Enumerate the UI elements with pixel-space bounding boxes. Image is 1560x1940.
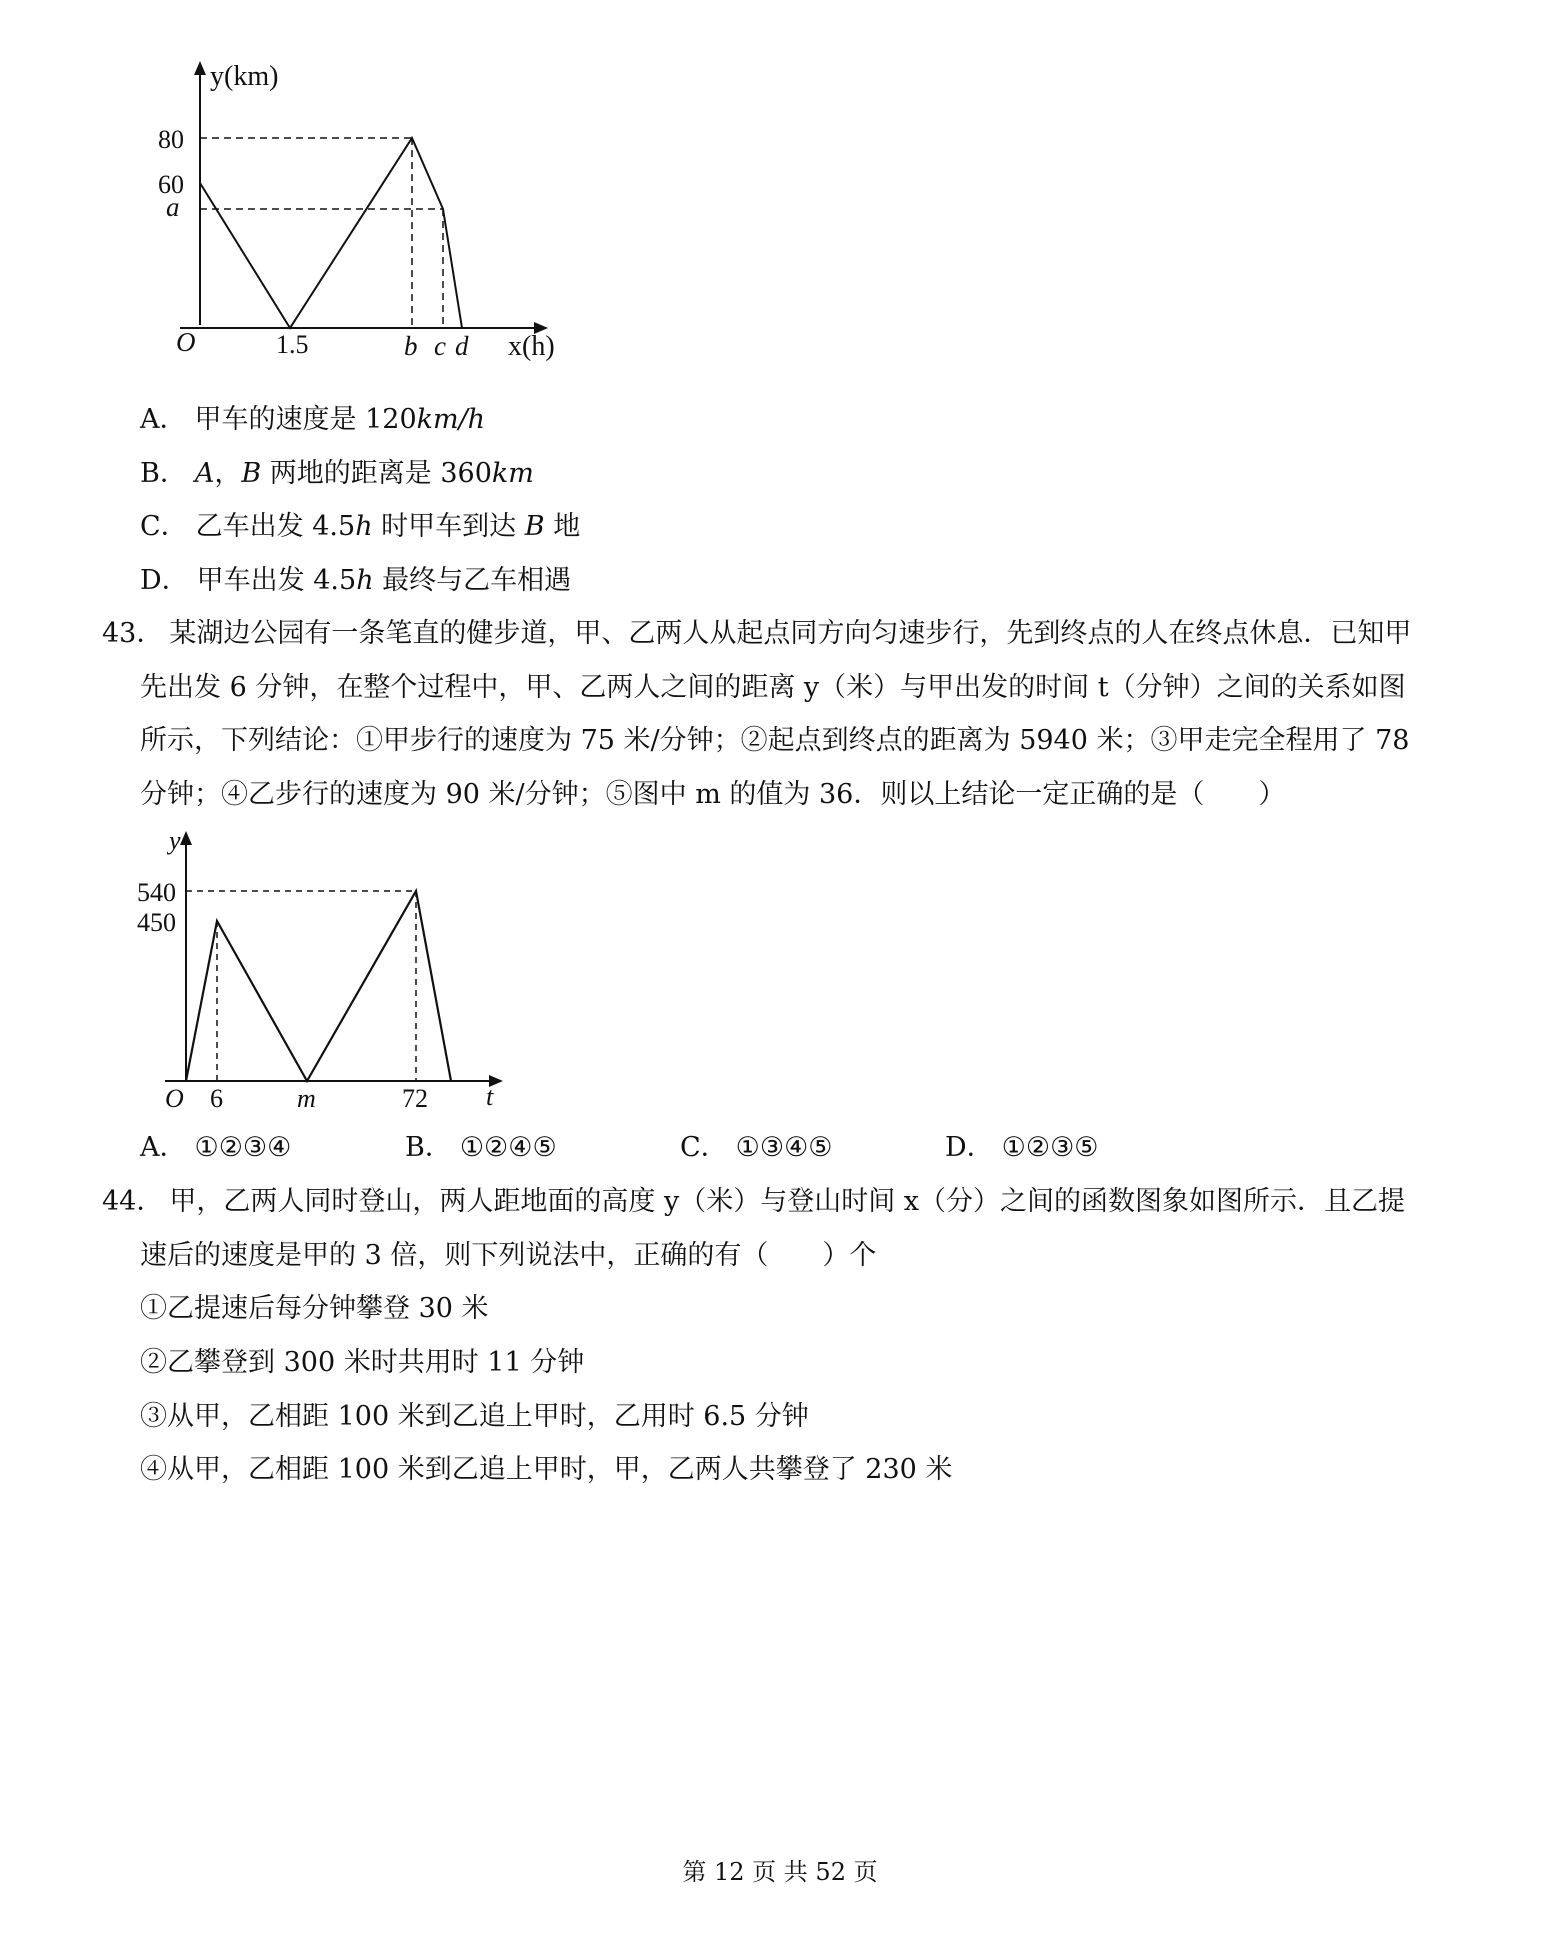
option-text-after: 时甲车到达	[372, 511, 525, 542]
y-tick-a: a	[166, 192, 180, 222]
option-letter: C．	[140, 511, 188, 542]
q42-option-b	[140, 454, 534, 494]
option-unit: km	[491, 458, 534, 489]
q43-line-2: 先出发 6 分钟，在整个过程中，甲、乙两人之间的距离 y（米）与甲出发的时间 t（分钟）之间的关系如图	[140, 672, 1406, 703]
option-letter: D．	[945, 1132, 994, 1163]
y-tick-80: 80	[158, 125, 184, 154]
q42-option-a	[140, 400, 485, 440]
option-text: 甲车出发 4.5	[196, 565, 357, 596]
x-tick-b: b	[404, 331, 418, 361]
option-letter: A．	[140, 1132, 187, 1163]
y-axis-arrow	[194, 61, 206, 75]
distance-time-graph-2	[135, 825, 515, 1115]
option-text: ①③④⑤	[735, 1132, 833, 1163]
q43-option-d	[945, 1128, 1098, 1168]
point-b: B	[241, 458, 262, 489]
option-text: ①②③④	[194, 1132, 292, 1163]
y-axis-label: y	[169, 826, 181, 855]
y-axis-label: y(km)	[210, 61, 279, 92]
option-text-after: 最终与乙车相遇	[373, 565, 572, 596]
separator: ，	[214, 458, 242, 489]
distance-time-graph-1	[140, 55, 570, 375]
option-text: 甲车的速度是 120	[194, 404, 417, 435]
x-tick-72: 72	[402, 1084, 428, 1113]
option-text: 乙车出发 4.5	[195, 511, 356, 542]
q44-line-1	[102, 1182, 1405, 1222]
q43-line-3: 所示，下列结论：①甲步行的速度为 75 米/分钟；②起点到终点的距离为 5940 米；③甲走完全程用了 78	[140, 725, 1410, 756]
x-tick-m: m	[297, 1084, 316, 1113]
option-unit: h	[356, 565, 374, 596]
x-tick-1-5: 1.5	[276, 330, 309, 359]
q42-option-c	[140, 507, 580, 547]
option-letter: A．	[140, 404, 187, 435]
q44-statement-3: ③从甲，乙相距 100 米到乙追上甲时，乙用时 6.5 分钟	[140, 1401, 809, 1432]
question-number: 44．	[102, 1186, 164, 1217]
y-tick-450: 450	[137, 908, 176, 937]
q43-line-1	[102, 614, 1411, 654]
question-text: 甲，乙两人同时登山，两人距地面的高度 y（米）与登山时间 x（分）之间的函数图象如图所示．且乙提	[169, 1186, 1406, 1217]
option-letter: B．	[140, 458, 187, 489]
option-text: ①②④⑤	[459, 1132, 557, 1163]
graph-line	[186, 891, 451, 1081]
question-number: 43．	[102, 618, 164, 649]
q42-option-d	[140, 561, 571, 601]
y-tick-60: 60	[158, 170, 184, 199]
y-axis-arrow	[180, 831, 192, 845]
q44-statement-1: ①乙提速后每分钟攀登 30 米	[140, 1293, 489, 1324]
option-text: ①②③⑤	[1001, 1132, 1099, 1163]
option-letter: C．	[680, 1132, 728, 1163]
point-a: A	[194, 458, 215, 489]
question-text: 某湖边公园有一条笔直的健步道，甲、乙两人从起点同方向匀速步行，先到终点的人在终点休息．已知甲	[169, 618, 1412, 649]
origin-label: O	[176, 327, 196, 357]
option-unit: h	[355, 511, 373, 542]
q44-line-2: 速后的速度是甲的 3 倍，则下列说法中，正确的有（ ）个	[140, 1240, 877, 1271]
point-b: B	[524, 511, 545, 542]
q43-option-c	[680, 1128, 833, 1168]
option-letter: B．	[405, 1132, 452, 1163]
q43-option-b	[405, 1128, 557, 1168]
graph-line	[200, 138, 462, 328]
option-text-tail: 地	[544, 511, 581, 542]
origin-label: O	[165, 1084, 184, 1113]
page-footer: 第 12 页 共 52 页	[682, 1858, 878, 1886]
x-tick-d: d	[455, 331, 469, 361]
x-axis-label: x(h)	[508, 331, 555, 362]
x-tick-6: 6	[210, 1084, 223, 1113]
y-tick-540: 540	[137, 878, 176, 907]
q44-statement-4: ④从甲，乙相距 100 米到乙追上甲时，甲，乙两人共攀登了 230 米	[140, 1454, 953, 1485]
x-tick-c: c	[434, 331, 446, 361]
option-unit: km/h	[416, 404, 486, 435]
q44-statement-2: ②乙攀登到 300 米时共用时 11 分钟	[140, 1347, 585, 1378]
q43-option-a	[140, 1128, 291, 1168]
option-letter: D．	[140, 565, 189, 596]
option-text: 两地的距离是 360	[261, 458, 492, 489]
q43-line-4: 分钟；④乙步行的速度为 90 米/分钟；⑤图中 m 的值为 36．则以上结论一定正确的是（ ）	[140, 779, 1286, 810]
x-axis-label: t	[486, 1082, 494, 1111]
